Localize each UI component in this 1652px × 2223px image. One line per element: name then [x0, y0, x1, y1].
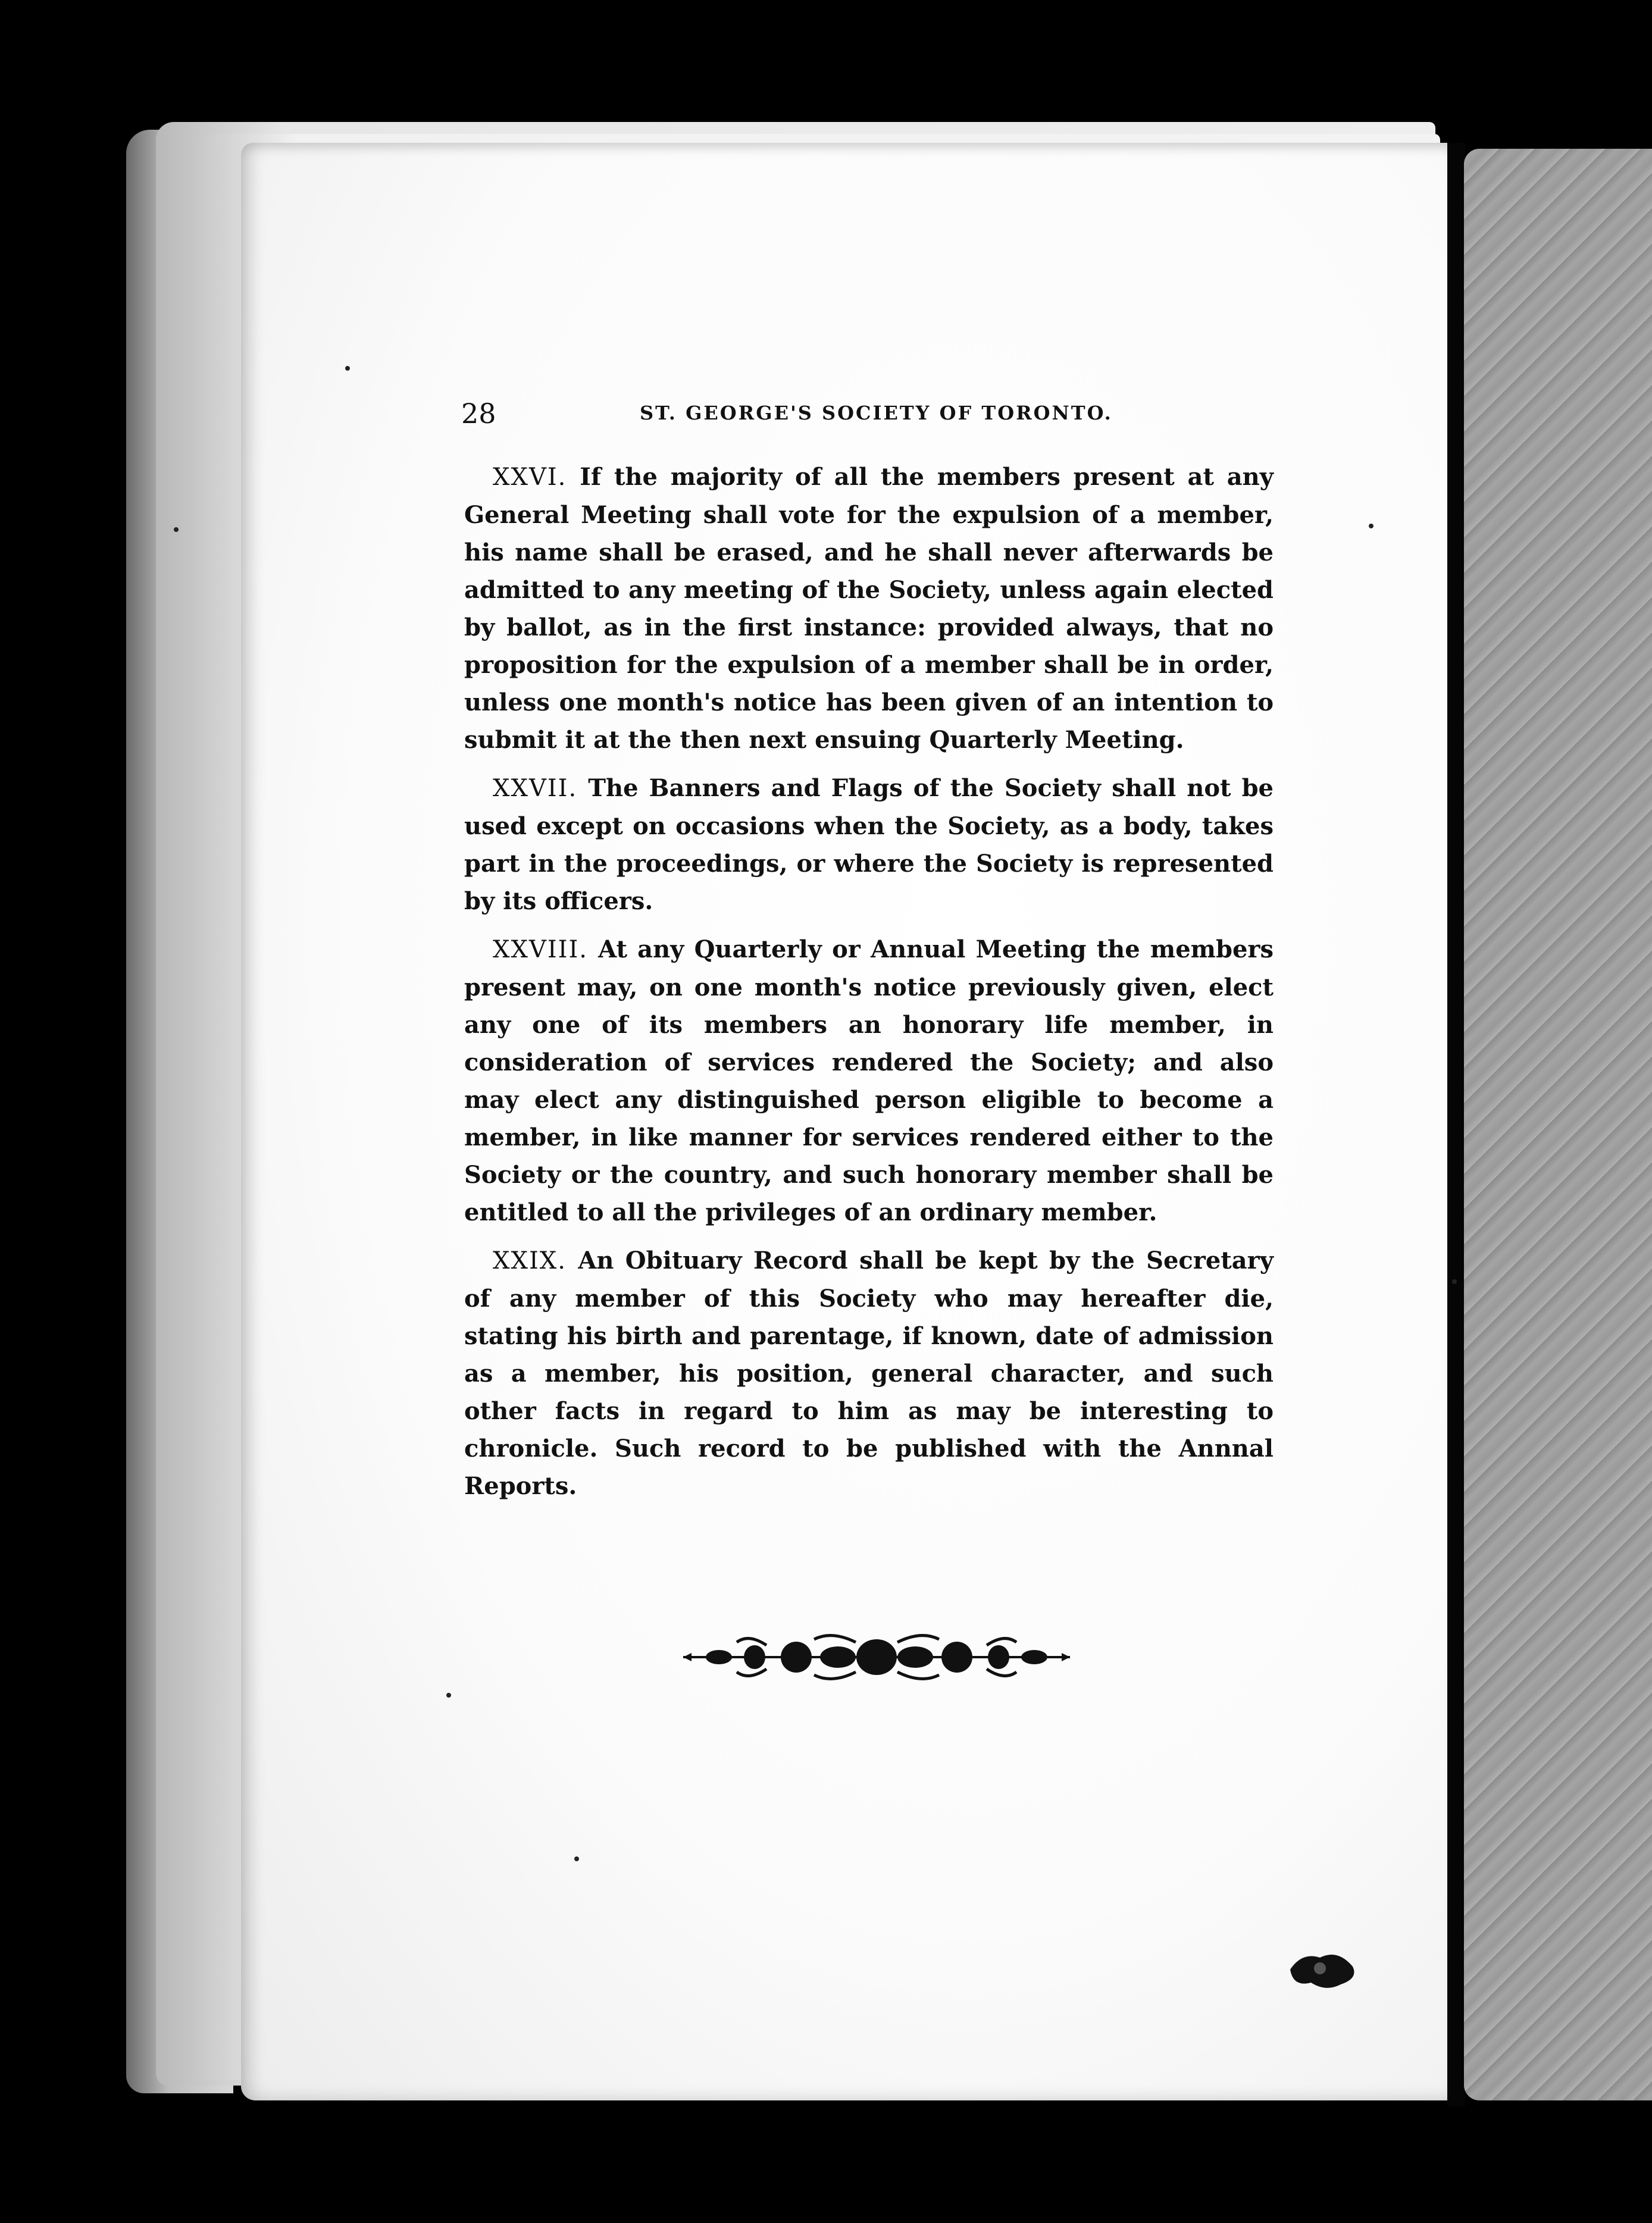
- section-numeral: XXVI.: [493, 464, 567, 491]
- paragraph-text: If the majority of all the members present at any General Meeting shall vote for the expulsion of a member, his name shall be erased, and he shall never afterwards be admitted to any meeting of the Society, unless again elected by ballot, as in the first instance: provided always, that no proposition for the expulsion of a member shall be in order, unless one month's notice has been given of an intention to submit it at the then next ensuing Quarterly Meeting.: [464, 463, 1274, 754]
- ink-blot: [1284, 1946, 1362, 1993]
- body-text: [464, 458, 1274, 1516]
- paragraph-text: At any Quarterly or Annual Meeting the members present may, on one month's notice previously given, elect any one of its members an honorary life member, in consideration of services rendered the Society; and also may elect any distinguished person eligible to become a member, in like manner for services rendered either to the Society or the country, and such honorary member shall be entitled to all the privileges of an ordinary member.: [464, 935, 1274, 1226]
- printers-ornament-icon: [683, 1630, 1070, 1684]
- book-gutter: [1447, 143, 1465, 2106]
- speck: [1369, 524, 1373, 528]
- facing-page: [1464, 149, 1652, 2100]
- page-number: 28: [461, 397, 496, 430]
- paragraph-text: The Banners and Flags of the Society shall not be used except on occasions when the Society, as a body, takes part in the proceedings, or where the Society is represented by its officers.: [464, 774, 1274, 915]
- paragraph-xxviii: [464, 931, 1274, 1231]
- speck: [446, 1693, 451, 1698]
- paragraph-xxix: [464, 1242, 1274, 1505]
- paragraph-xxvi: [464, 458, 1274, 759]
- section-numeral: XXVII.: [493, 775, 578, 802]
- running-head: ST. GEORGE'S SOCIETY OF TORONTO.: [640, 402, 1113, 424]
- paragraph-xxvii: [464, 769, 1274, 920]
- speck: [574, 1856, 579, 1861]
- section-numeral: XXIX.: [493, 1247, 567, 1275]
- speck: [1452, 1279, 1457, 1284]
- speck: [174, 527, 179, 532]
- paragraph-text: An Obituary Record shall be kept by the Secretary of any member of this Society who may hereafter die, stating his birth and parentage, if known, date of admission as a member, his position, general character, and such other facts in regard to him as may be interesting to chronicle. Such record to be published with the Annnal Reports.: [464, 1247, 1274, 1500]
- section-numeral: XXVIII.: [493, 936, 588, 963]
- speck: [345, 366, 350, 371]
